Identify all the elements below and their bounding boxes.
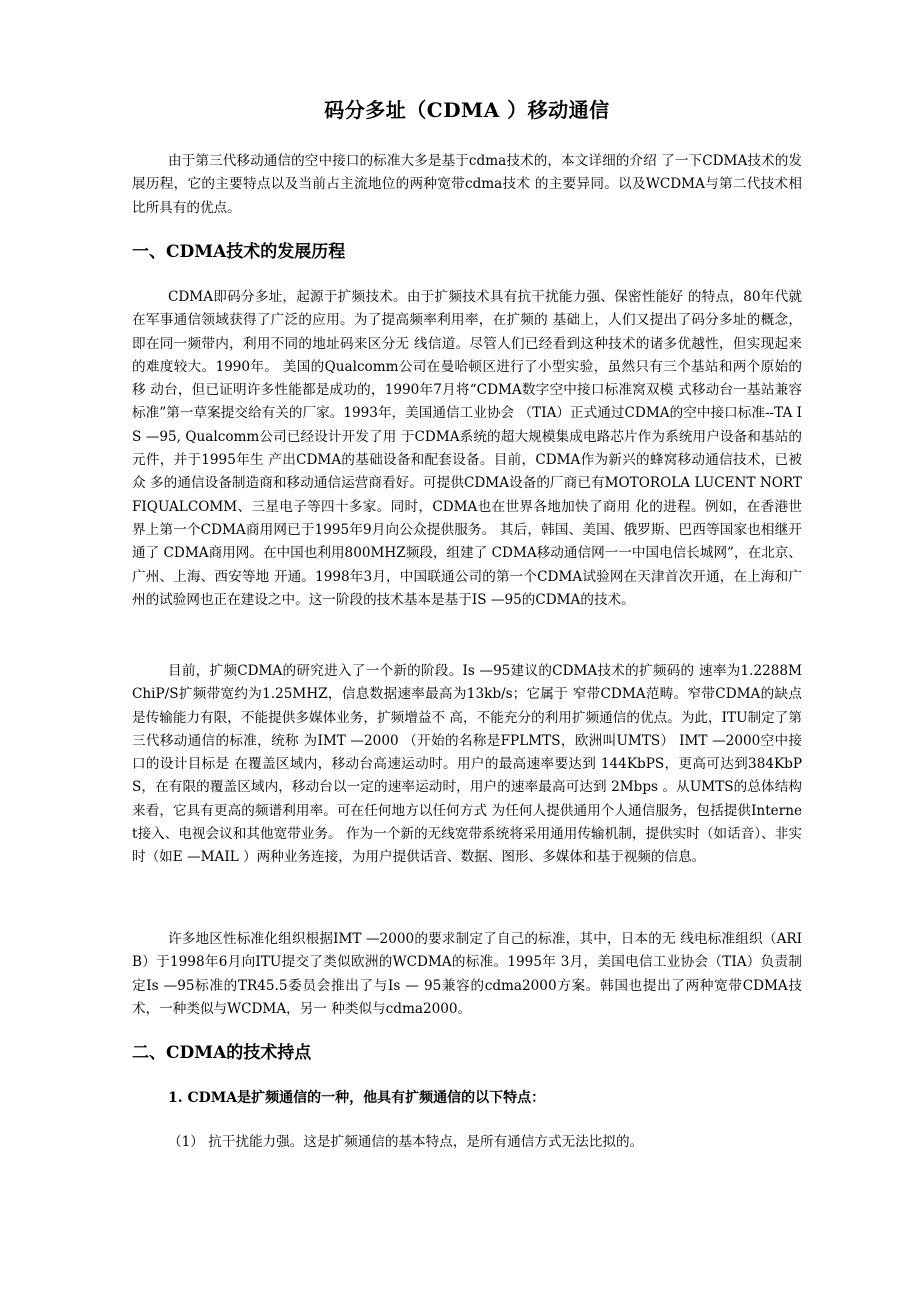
section-1-paragraph-2: 目前，扩频CDMA的研究进入了一个新的阶段。Is —95建议的CDMA技术的扩频码的 速率为1.2288MChiP/S扩频带宽约为1.25MHZ，信息数据速率最高为13kb/s；它属于 窄带CDMA范畴。窄带CDMA的缺点是传输能力有限，不能提供多媒体业务，扩频增益不 高，不能充分的利用扩频通信的优点。为此，ITU制定了第三代移动通信的标准，统称 为IMT —2000 （开始的名称是FPLMTS，欧洲叫UMTS） IMT —2000空中接口的设计目标是 在覆盖区域内，移动台高速运动时。用户的最高速率要达到 144KbPS，更高可达到384KbPS，在有限的覆盖区域内，移动台以一定的速率运动时，用户的速率最高可达到 2Mbps 。从UMTS的总体结构来看，它具有更高的频谱利用率。可在任何地方以任何方式 为任何人提供通用个人通信服务，包括提供Internet接入、电视会议和其他宽带业务。 作为一个新的无线宽带系统将采用通用传输机制，提供实时（如话音）、非实时（如E —MAIL ）两种业务连接，为用户提供话音、数据、图形、多媒体和基于视频的信息。 [132,663,802,866]
document-title: 码分多址（CDMA ）移动通信 [324,98,610,122]
section-2-item-1: （1） 抗干扰能力强。这是扩频通信的基本特点，是所有通信方式无法比拟的。 [168,1134,644,1150]
section-1-paragraph-3: 许多地区性标准化组织根据IMT —2000的要求制定了自己的标准，其中，日本的无 线电标准组织（ARIB）于1998年6月向ITU提交了类似欧洲的WCDMA的标准。1995年 3月，美国电信工业协会（TIA）负责制定Is —95标准的TR45.5委员会推出了与Is — 95兼容的cdma2000方案。韩国也提出了两种宽带CDMA技术，一种类似与WCDMA，另一 种类似与cdma2000。 [132,931,802,1017]
section-2-heading: 二、CDMA的技术持点 [132,1043,312,1063]
intro-paragraph: 由于第三代移动通信的空中接口的标准大多是基于cdma技术的，本文详细的介绍 了一下CDMA技术的发展历程，它的主要特点以及当前占主流地位的两种宽带cdma技术 的主要异同。以及WCDMA与第二代技术相比所具有的优点。 [132,153,802,216]
section-1-paragraph-1: CDMA即码分多址，起源于扩频技术。由于扩频技术具有抗干扰能力强、保密性能好 的特点，80年代就在军事通信领域获得了广泛的应用。为了提高频率利用率，在扩频的 基础上，人们又提出了码分多址的概念，即在同一频带内，利用不同的地址码来区分无 线信道。尽管人们已经看到这种技术的诸多优越性，但实现起来的难度较大。1990年。 美国的Qualcomm公司在曼哈顿区进行了小型实验，虽然只有三个基站和两个原始的移 动台，但已证明许多性能都是成功的，1990年7月将“CDMA数字空中接口标准窝双模 式移动台一基站兼容标准”第一草案提交给有关的厂家。1993年，美国通信工业协会 （TIA）正式通过CDMA的空中接口标准--TA IS —95, Qualcomm公司已经设计开发了用 于CDMA系统的超大规模集成电路芯片作为系统用户设备和基站的元件，并于1995年生 产出CDMA的基础设备和配套设备。目前，CDMA作为新兴的蜂窝移动通信技术，已被众 多的通信设备制造商和移动通信运营商看好。可提供CDMA设备的厂商已有MOTOROLA LUCENT NORTFIQUALCOMM、三星电子等四十多家。同时，CDMA也在世界各地加快了商用 化的进程。例如，在香港世界上第一个CDMA商用网已于1995年9月向公众提供服务。 其后，韩国、美国、俄罗斯、巴西等国家也相继开通了 CDMA商用网。在中国也利用800MHZ频段，组建了 CDMA移动通信网一一中国电信长城网”，在北京、广州、上海、西安等地 开通。1998年3月，中国联通公司的第一个CDMA试验网在天津首次开通，在上海和广 州的试验网也正在建设之中。这一阶段的技术基本是基于IS —95的CDMA的技术。 [132,289,802,608]
section-1-heading: 一、CDMA技术的发展历程 [132,242,346,262]
section-2-subheading: 1. CDMA是扩频通信的一种，他具有扩频通信的以下特点： [168,1090,546,1106]
